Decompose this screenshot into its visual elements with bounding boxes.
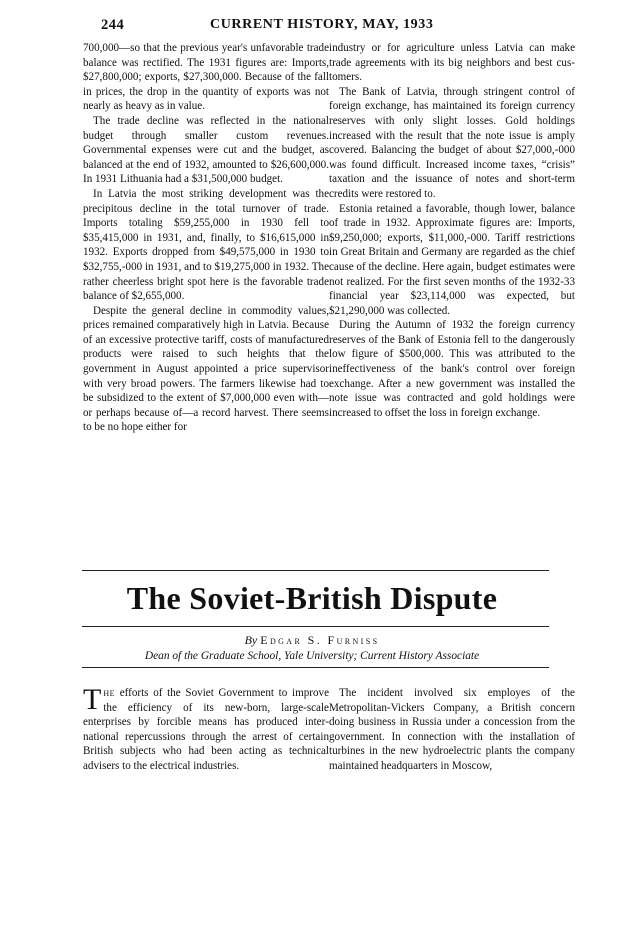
author-name: Edgar S. Furniss: [260, 633, 380, 647]
drop-cap: T: [83, 683, 102, 716]
section-divider: [82, 570, 549, 571]
byline: [0, 633, 624, 647]
paragraph: The Bank of Latvia, through stringent control of foreign exchange, has maintained its foreign currency reserves with only slight losses. Gold holdings increased with the result that the note issue is amply covered. Balancing the budget of about $27,000,-000 was found difficult. Increased income taxes, “crisis” taxation and the issuance of notes and short-term credits were restored to.: [329, 85, 575, 200]
headline-divider: [82, 626, 549, 627]
lead-paragraph-text: efforts of the Soviet Government to improve the efficiency of its new-born, large-scale enterprises by forcible means has produced international repercussions through the arrest of certain British subjects who had been acting as technical advisers to the electrical industries.: [83, 687, 329, 772]
paragraph: The incident involved six employes of the Metropolitan-Vickers Company, a British concern doing business in Russia under a concession from the government. In connection with the installation of turbines in the new hydroelectric plants the company maintained headquarters in Moscow,: [329, 687, 575, 772]
byline-divider: [82, 667, 549, 668]
paragraph: Estonia retained a favorable, though lower, balance of trade in 1932. Approximate figures are: Imports, $9,250,000; exports, $11,000,-000. Tariff restrictions in Great Britain and Germany are regarded as the chief cause of the decline. Here again, budget estimates were not realized. For the first seven months of the 1932-33 financial year $23,114,000 was expected, but $21,290,000 was collected.: [329, 202, 575, 317]
paragraph: During the Autumn of 1932 the foreign currency reserves of the Bank of Estonia fell to the dangerously low figure of $500,000. This was attributed to the ineffectiveness of the bank's control over foreign exchange. After a new government was installed the note issue was contracted and gold holdings were increased to offset the loss in foreign exchange.: [329, 319, 575, 419]
article-b-left-column: [83, 683, 329, 774]
running-title: CURRENT HISTORY, MAY, 1933: [210, 17, 434, 32]
article-headline: The Soviet-British Dispute: [126, 580, 498, 616]
byline-by: By: [244, 633, 258, 647]
article-a-right-column: [329, 41, 575, 420]
paragraph: The trade decline was reflected in the national budget through smaller custom revenues. Governmental expenses were cut and the budget, as balanced at the end of 1932, amounted to $26,600,000. In 1931 Lithuania had a $31,500,000 budget.: [83, 114, 329, 186]
paragraph: Despite the general decline in commodity values, prices remained comparatively high in Latvia. Because of an excessive protective tariff, costs of manufactured products were raised to such heights that the government in August appointed a price supervisor with very broad powers. The farmers likewise had to be subsidized to the extent of $7,000,000 even with—or perhaps because of—a record harvest. There seems to be no hope either for: [83, 304, 329, 434]
article-b-right-column: [329, 686, 575, 774]
paragraph: In Latvia the most striking development was the precipitous decline in the total turnover of trade. Imports totaling $59,255,000 in 1930 fell to $35,415,000 in 1931, and, finally, to $16,615,000 in 1932. Exports dropped from $49,575,000 in 1930 to $32,755,-000 in 1931, and to $19,275,000 in 1932. The rather cheerless bright spot here is the favorable trade balance of $2,655,000.: [83, 187, 329, 303]
page-header: [0, 17, 624, 37]
article-a-left-column: [83, 41, 329, 435]
paragraph: 700,000—so that the previous year's unfavorable trade balance was rectified. The 1931 figures are: Imports, $27,800,000; exports, $27,300,000. Because of the fall in prices, the drop in the quantity of exports was not nearly as heavy as in value.: [83, 42, 329, 113]
lead-paragraph: [83, 683, 329, 774]
lead-word: he: [103, 687, 115, 699]
page-number: 244: [101, 17, 125, 33]
paragraph: industry or for agriculture unless Latvia can make trade agreements with its big neighbors and best customers.: [329, 42, 575, 84]
author-affiliation: Dean of the Graduate School, Yale University; Current History Associate: [144, 650, 480, 662]
